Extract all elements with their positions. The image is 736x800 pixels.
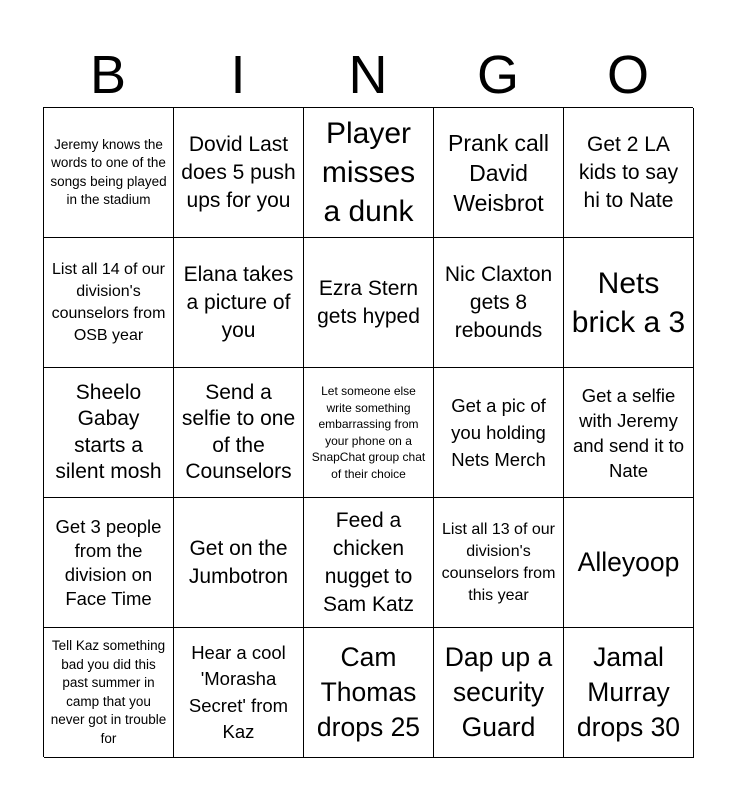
cell-text: Dap up a security Guard (444, 642, 553, 742)
cell-text: Send a selfie to one of the Counselors (181, 380, 296, 483)
bingo-cell[interactable] (174, 498, 304, 628)
bingo-cell[interactable] (304, 368, 434, 498)
bingo-cell[interactable] (304, 628, 434, 758)
cell-text: Feed a chicken nugget to Sam Katz (322, 508, 415, 616)
bingo-header (43, 44, 693, 106)
cell-text: Hear a cool 'Morasha Secret' from Kaz (188, 641, 289, 742)
cell-text: Alleyoop (577, 547, 680, 577)
cell-text: Sheelo Gabay starts a silent mosh (55, 380, 162, 483)
cell-text: List all 14 of our division's counselors from OSB year (51, 260, 166, 344)
cell-text: Player misses a dunk (321, 117, 416, 228)
bingo-cell[interactable] (44, 628, 174, 758)
cell-text: Tell Kaz something bad you did this past summer in camp that you never got in trouble for (50, 638, 167, 746)
bingo-cell[interactable] (434, 628, 564, 758)
bingo-cell[interactable] (434, 108, 564, 238)
cell-text: Ezra Stern gets hyped (317, 276, 420, 328)
bingo-cell[interactable] (174, 368, 304, 498)
cell-text: Elana takes a picture of you (183, 262, 294, 342)
bingo-cell[interactable] (174, 628, 304, 758)
cell-text: Get a pic of you holding Nets Merch (451, 395, 546, 470)
bingo-cell[interactable] (564, 628, 694, 758)
bingo-board (43, 107, 693, 757)
cell-text: Get on the Jumbotron (188, 536, 289, 588)
header-letter-b: B (89, 45, 127, 105)
bingo-cell[interactable] (434, 368, 564, 498)
bingo-cell[interactable] (564, 368, 694, 498)
bingo-cell[interactable] (434, 498, 564, 628)
header-letter-i: I (230, 45, 246, 105)
cell-text: Prank call David Weisbrot (448, 129, 549, 216)
bingo-cell[interactable] (564, 108, 694, 238)
bingo-cell[interactable] (304, 238, 434, 368)
bingo-cell[interactable] (174, 108, 304, 238)
cell-text: Jeremy knows the words to one of the songs being played in the stadium (50, 136, 167, 207)
bingo-cell[interactable] (44, 108, 174, 238)
bingo-cell[interactable] (434, 238, 564, 368)
cell-text: Get 3 people from the division on Face Time (55, 515, 162, 609)
bingo-cell[interactable] (564, 238, 694, 368)
header-letter-n: N (348, 45, 388, 105)
cell-text: Jamal Murray drops 30 (576, 642, 681, 742)
bingo-cell[interactable] (44, 368, 174, 498)
cell-text: List all 13 of our division's counselors from this year (441, 520, 556, 604)
header-letter-g: G (476, 45, 519, 105)
cell-text: Nic Claxton gets 8 rebounds (444, 262, 553, 342)
bingo-cell[interactable] (44, 238, 174, 368)
bingo-cell[interactable] (174, 238, 304, 368)
header-letter-o: O (606, 45, 649, 105)
cell-text: Dovid Last does 5 push ups for you (181, 132, 296, 212)
bingo-cell[interactable] (564, 498, 694, 628)
cell-text: Get a selfie with Jeremy and send it to Nate (572, 384, 685, 481)
cell-text: Get 2 LA kids to say hi to Nate (578, 132, 679, 212)
cell-text: Let someone else write something embarrassing from your phone on a SnapChat group chat of their choice (311, 384, 426, 481)
cell-text: Nets brick a 3 (571, 266, 686, 339)
bingo-cell[interactable] (304, 498, 434, 628)
cell-text: Cam Thomas drops 25 (316, 642, 421, 742)
bingo-cell[interactable] (44, 498, 174, 628)
bingo-cell[interactable] (304, 108, 434, 238)
